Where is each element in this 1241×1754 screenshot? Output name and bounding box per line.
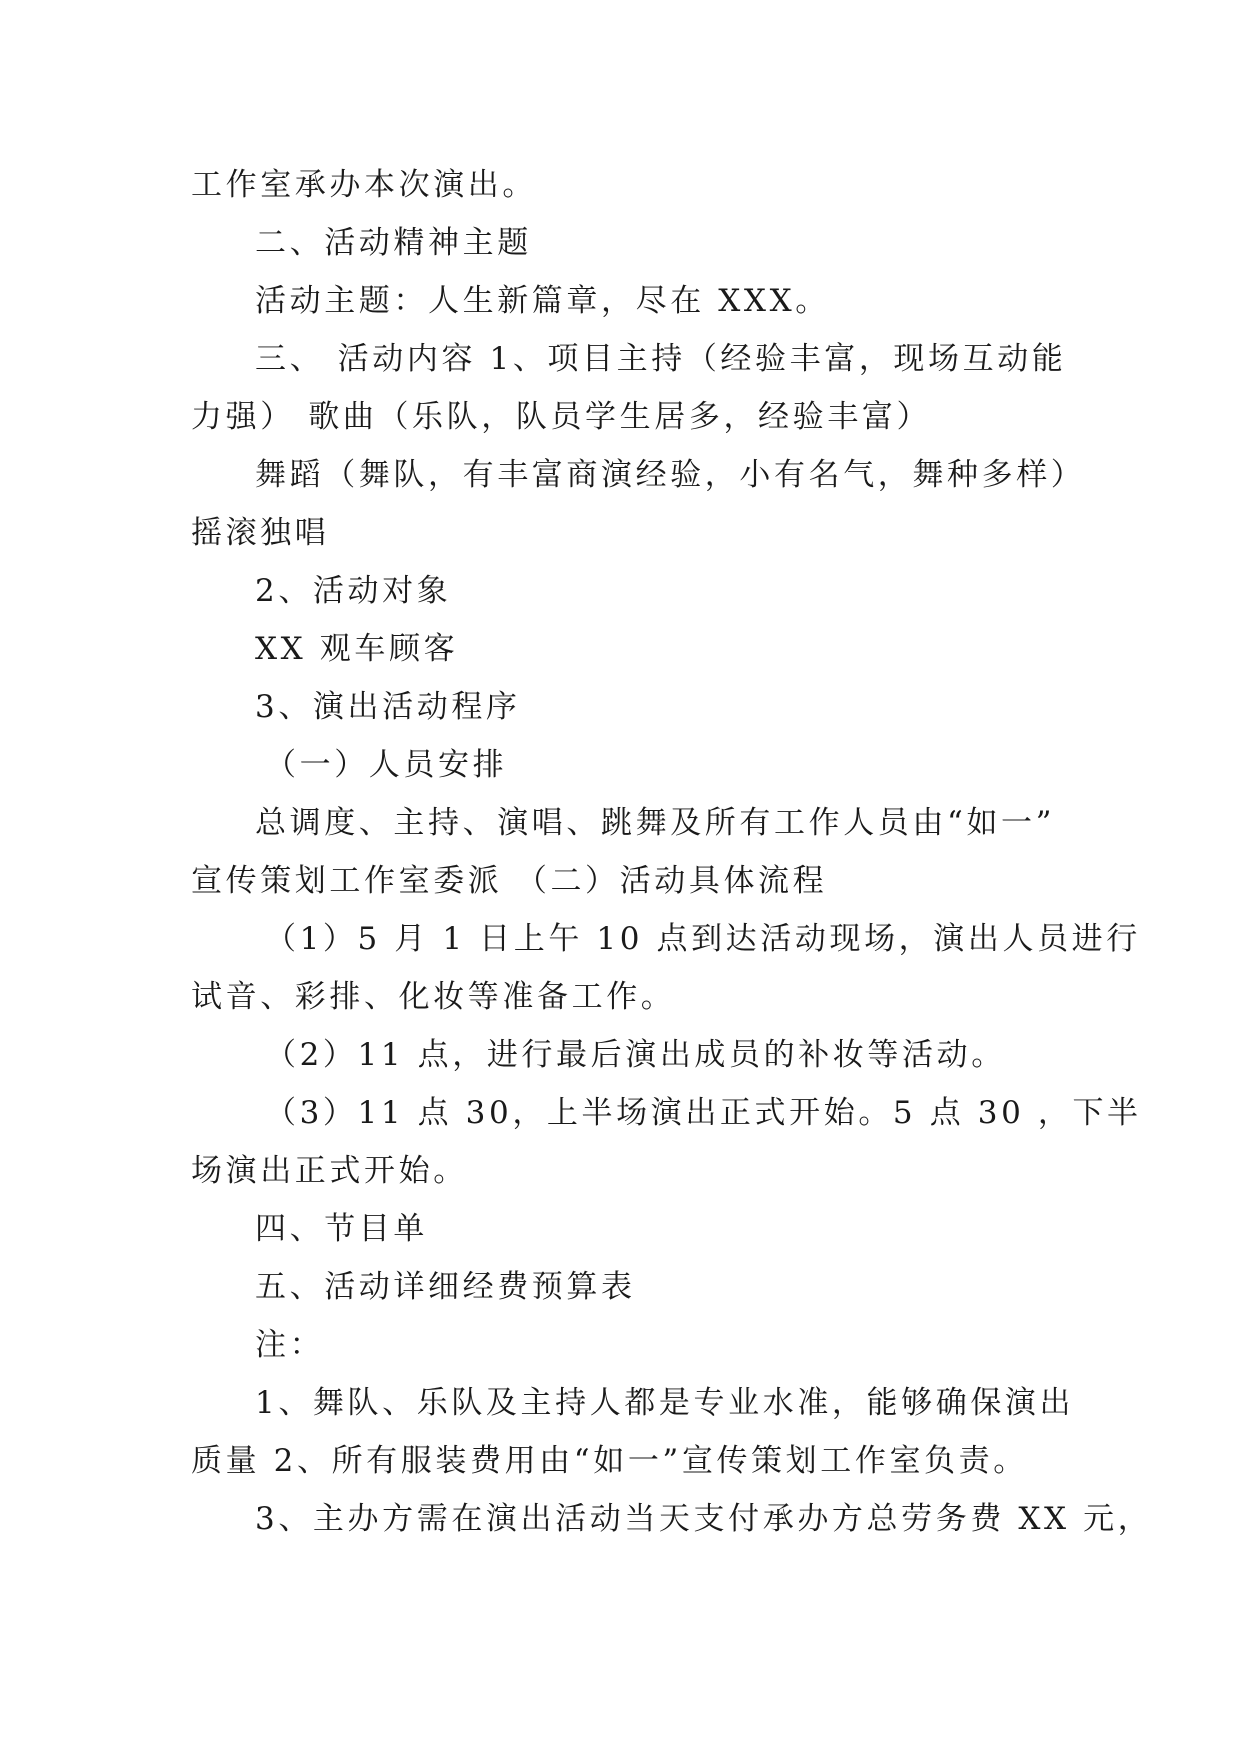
subsection-heading: 2、活动对象 [255, 573, 452, 609]
section-heading: 五、活动详细经费预算表 [255, 1269, 636, 1305]
section-heading: 二、活动精神主题 [255, 225, 532, 261]
text-line: 舞蹈（舞队，有丰富商演经验，小有名气，舞种多样） [255, 457, 1086, 493]
section-heading: 四、节目单 [255, 1211, 428, 1247]
text-line: 1、舞队、乐队及主持人都是专业水准，能够确保演出 [255, 1385, 1075, 1421]
text-line: 活动主题：人生新篇章，尽在 XXX。 [255, 283, 830, 319]
subsection-heading: （一）人员安排 [265, 747, 508, 783]
section-heading: 三、 活动内容 1、项目主持（经验丰富，现场互动能 [255, 341, 1067, 377]
text-line: （2）11 点，进行最后演出成员的补妆等活动。 [265, 1037, 1006, 1073]
text-line: 宣传策划工作室委派 （二）活动具体流程 [191, 863, 828, 899]
text-line: 摇滚独唱 [191, 515, 330, 551]
text-line: 场演出正式开始。 [191, 1153, 468, 1189]
subsection-heading: 3、演出活动程序 [255, 689, 521, 725]
text-line: （3）11 点 30，上半场演出正式开始。5 点 30 ，下半 [265, 1095, 1142, 1131]
text-line: 工作室承办本次演出。 [191, 167, 537, 203]
text-line: 3、主办方需在演出活动当天支付承办方总劳务费 XX 元， [255, 1501, 1153, 1537]
text-line: 试音、彩排、化妆等准备工作。 [191, 979, 676, 1015]
document-body [191, 156, 1153, 1548]
text-line: 总调度、主持、演唱、跳舞及所有工作人员由“如一” [255, 805, 1056, 841]
note-label: 注： [255, 1327, 325, 1363]
text-line: 力强） 歌曲（乐队，队员学生居多，经验丰富） [191, 399, 932, 435]
text-line: （1）5 月 1 日上午 10 点到达活动现场，演出人员进行 [265, 921, 1141, 957]
text-line: XX 观车顾客 [255, 631, 459, 667]
text-line: 质量 2、所有服装费用由“如一”宣传策划工作室负责。 [191, 1443, 1028, 1479]
